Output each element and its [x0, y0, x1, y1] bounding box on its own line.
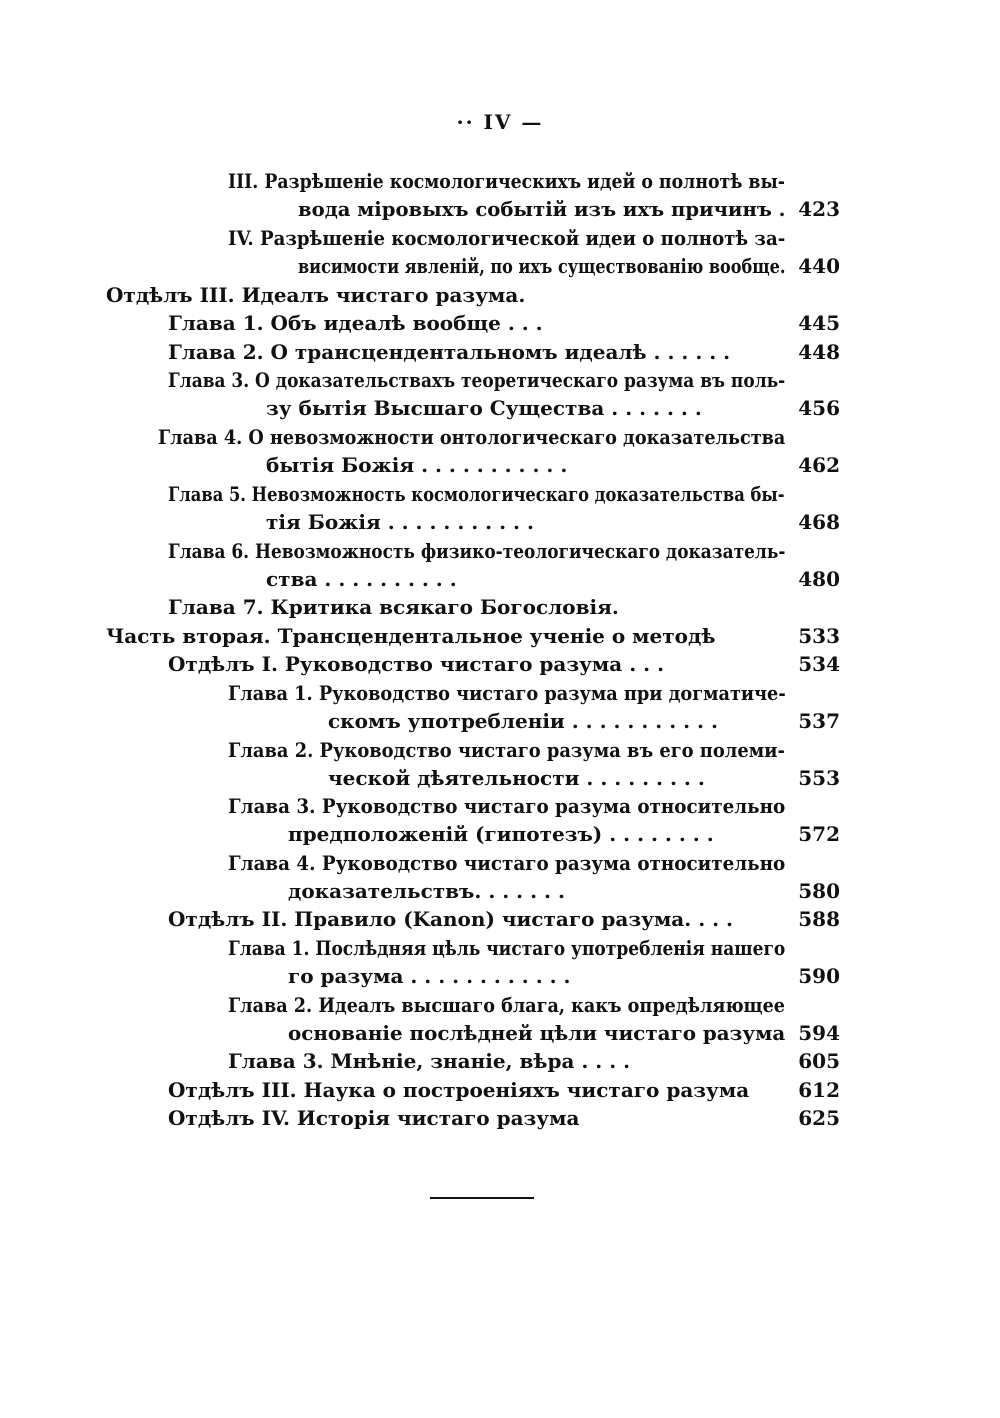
toc-entry-line: Глава 2. О трансцендентальномъ идеалѣ . . . . . . [168, 340, 731, 364]
toc-entry-line: Глава 5. Невозможность космологическаго доказательства бы- [168, 482, 785, 506]
toc-entry-line: Глава 3. Руководство чистаго разума относительно [228, 794, 786, 818]
toc-entry-line: вода міровыхъ событій изъ ихъ причинъ . [298, 197, 786, 221]
toc-entry-line: IV. Разрѣшеніе космологической идеи о полнотѣ за- [228, 226, 786, 250]
toc-page-number: 423 [798, 197, 840, 221]
toc-entry-line: доказательствъ. . . . . . . [288, 879, 565, 903]
toc-page-number: 612 [798, 1078, 840, 1102]
toc-page-number: 553 [798, 766, 840, 790]
toc-entry-line: Глава 3. О доказательствахъ теоретическаго разума въ поль- [168, 368, 786, 392]
toc-entry-line: Глава 3. Мнѣніе, знаніе, вѣра . . . . [228, 1049, 631, 1073]
toc-entry-line: Глава 1. Послѣдняя цѣль чистаго употребленія нашего [228, 936, 786, 960]
toc-section-heading: Отдѣлъ III. Идеалъ чистаго разума. [106, 283, 526, 307]
toc-entry-line: ства . . . . . . . . . . [266, 567, 457, 591]
toc-entry-line: Глава 4. О невозможности онтологическаго доказательства [158, 425, 786, 449]
toc-page-number: 572 [798, 822, 840, 846]
toc-entry-line: Глава 4. Руководство чистаго разума относительно [228, 851, 786, 875]
toc-entry-line: Глава 7. Критика всякаго Богословія. [168, 595, 619, 619]
toc-page-number: 590 [798, 964, 840, 988]
toc-page-number: 588 [798, 907, 840, 931]
toc-entry-line: Глава 2. Руководство чистаго разума въ его полеми- [228, 738, 785, 762]
toc-section-heading: Отдѣлъ III. Наука о построеніяхъ чистаго разума [168, 1078, 750, 1102]
toc-entry-line: скомъ употребленіи . . . . . . . . . . . [328, 709, 718, 733]
toc-entry-line: висимости явленій, по ихъ существованію вообще. [298, 254, 786, 278]
toc-page-number: 534 [798, 652, 840, 676]
toc-page-number: 537 [798, 709, 840, 733]
toc-page-number: 440 [798, 254, 840, 278]
toc-entry-line: Глава 6. Невозможность физико-теологическаго доказатель- [168, 539, 786, 563]
closing-rule [430, 1197, 534, 1199]
toc-section-heading: Отдѣлъ I. Руководство чистаго разума . . . [168, 652, 665, 676]
toc-entry-line: основаніе послѣдней цѣли чистаго разума [288, 1021, 786, 1045]
toc-page-number: 448 [798, 340, 840, 364]
toc-page-number: 580 [798, 879, 840, 903]
toc-entry-line: Глава 1. Объ идеалѣ вообще . . . [168, 311, 543, 335]
toc-entry-line: предположеній (гипотезъ) . . . . . . . . [288, 822, 714, 846]
toc-page-number: 533 [798, 624, 840, 648]
toc-entry-line: Глава 2. Идеалъ высшаго блага, какъ опредѣляющее [228, 993, 785, 1017]
toc-entry-line: Глава 1. Руководство чистаго разума при догматиче- [228, 681, 786, 705]
toc-page-number: 462 [798, 453, 840, 477]
toc-entry-line: бытія Божія . . . . . . . . . . . [266, 453, 568, 477]
toc-entry-line: III. Разрѣшеніе космологическихъ идей о полнотѣ вы- [228, 169, 785, 193]
toc-page-number: 445 [798, 311, 840, 335]
toc-page-number: 480 [798, 567, 840, 591]
toc-page-number: 468 [798, 510, 840, 534]
toc-entry-line: ческой дѣятельности . . . . . . . . . [328, 766, 705, 790]
toc-entry-line: го разума . . . . . . . . . . . . [288, 964, 571, 988]
toc-part-heading: Часть вторая. Трансцендентальное ученіе о методѣ [106, 624, 716, 648]
toc-page-number: 594 [798, 1021, 840, 1045]
page-number-header: ·· IV — [456, 110, 544, 134]
toc-page-number: 456 [798, 396, 840, 420]
toc-section-heading: Отдѣлъ IV. Исторія чистаго разума [168, 1106, 580, 1130]
toc-page-number: 605 [798, 1049, 840, 1073]
toc-entry-line: тія Божія . . . . . . . . . . . [266, 510, 534, 534]
toc-entry-line: зу бытія Высшаго Существа . . . . . . . [266, 396, 702, 420]
toc-page-number: 625 [798, 1106, 840, 1130]
toc-section-heading: Отдѣлъ II. Правило (Kanon) чистаго разума. . . . [168, 907, 734, 931]
